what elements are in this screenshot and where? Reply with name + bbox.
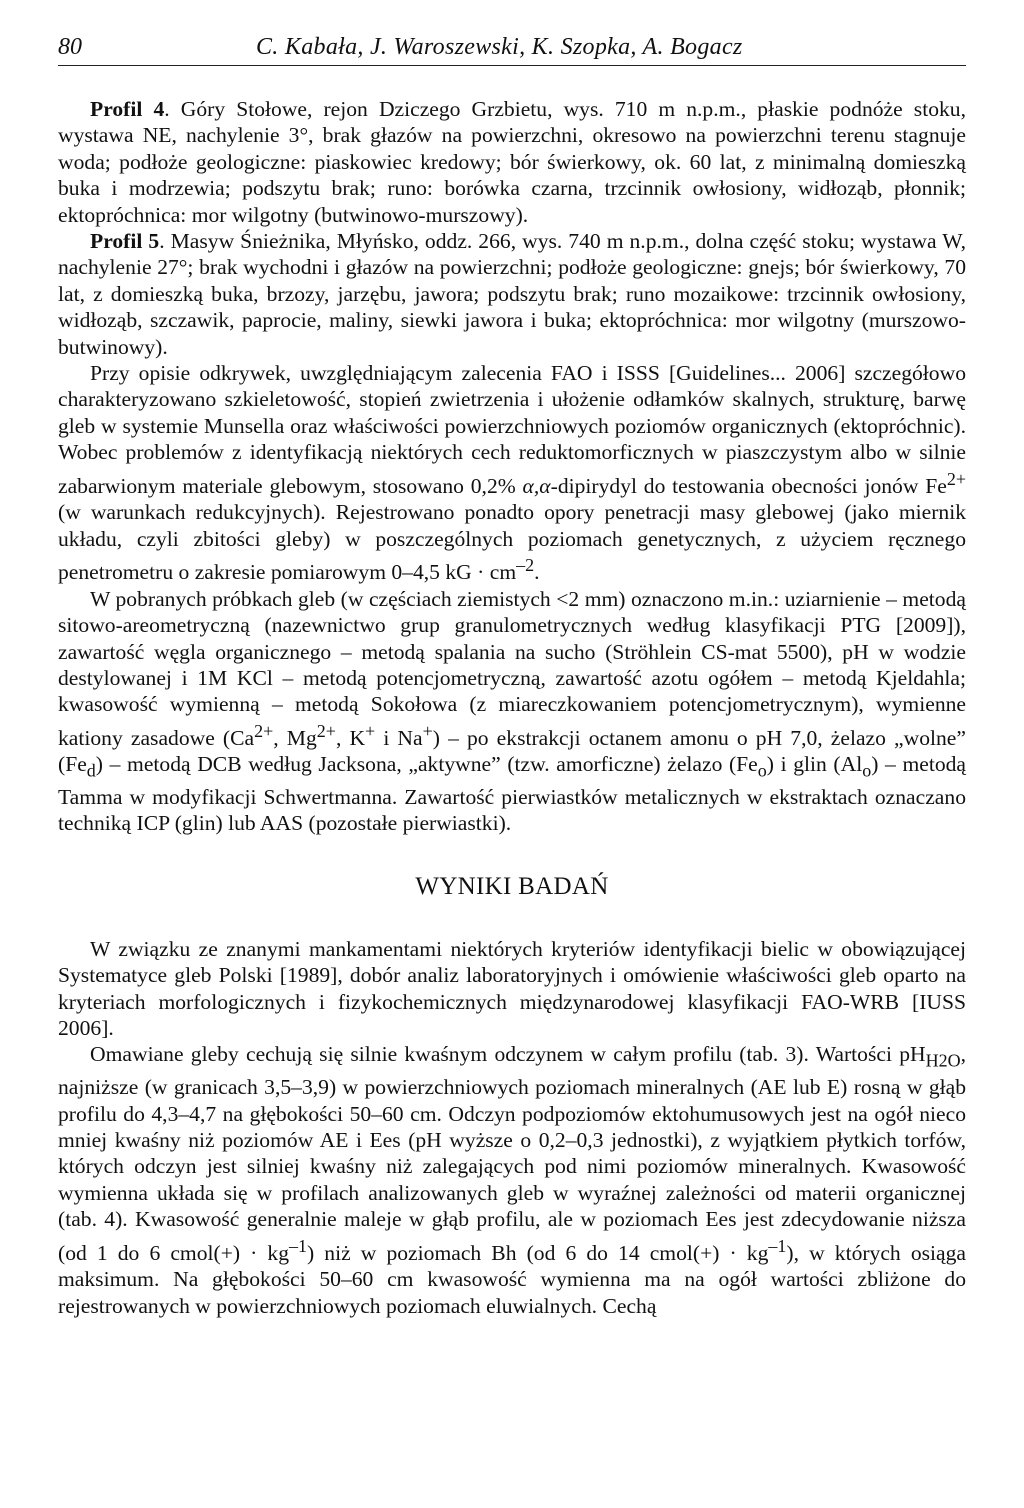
profile-4-paragraph xyxy=(58,96,966,228)
text-span: ) – po ekstrakcji octanem amonu o pH 7,0, żelazo „wolne” (Fe xyxy=(58,725,966,777)
profile-5-paragraph xyxy=(58,228,966,360)
profile-4-text: . Góry Stołowe, rejon Dziczego Grzbietu, wys. 710 m n.p.m., płaskie podnóże stoku, wystawa NE, nachylenie 3°, brak głazów na powierzchni, okresowo na powierzchni terenu stagnuje woda; podłoże geologiczne: piaskowiec kredowy; bór świerkowy, ok. 60 lat, z minimalną domieszką buka i modrzewia; podszytu brak; runo: borówka czarna, trzcinnik owłosiony, widłoząb, płonnik; ektopróchnica: mor wilgotny (butwinowo-murszowy). xyxy=(58,97,966,227)
subscript: H2O xyxy=(925,1050,961,1071)
text-span: , K xyxy=(335,725,366,750)
text-span: ) niż w poziomach Bh (od 6 do 14 cmol(+) · kg xyxy=(307,1240,769,1265)
methods-field-paragraph xyxy=(58,360,966,586)
text-span: . xyxy=(534,560,540,585)
results-paragraph-2 xyxy=(58,1041,966,1319)
profile-4-label: Profil 4 xyxy=(90,97,165,121)
section-heading: WYNIKI BADAŃ xyxy=(415,872,609,900)
page-number: 80 xyxy=(58,34,82,60)
subscript: o xyxy=(757,760,767,781)
text-span: Omawiane gleby cechują się silnie kwaśnym odczynem w całym profilu (tab. 3). Wartości pH xyxy=(90,1042,926,1067)
running-head-authors: C. Kabała, J. Waroszewski, K. Szopka, A. Bogacz xyxy=(256,34,743,60)
superscript: –2 xyxy=(516,555,535,576)
page-body xyxy=(58,96,966,1319)
subscript: d xyxy=(86,760,96,781)
superscript: + xyxy=(422,720,433,741)
profile-5-label: Profil 5 xyxy=(90,229,160,254)
header-rule xyxy=(58,65,966,66)
text-span: (w warunkach redukcyjnych). Rejestrowano ponadto opory penetracji masy glebowej (jako miernik układu, czyli zbitości gleby) w poszczególnych poziomach genetycznych, z użyciem ręcznego penetrometru o zakresie pomiarowym 0–4,5 kG · cm xyxy=(58,500,966,585)
profile-5-text: . Masyw Śnieżnika, Młyńsko, oddz. 266, wys. 740 m n.p.m., dolna część stoku; wystawa W, nachylenie 27°; brak wychodni i głazów na powierzchni; podłoże geologiczne: gnejs; bór świerkowy, 70 lat, z domieszką buka, brzozy, jarzębu, jawora; podszytu brak; runo mozaikowe: trzcinnik owłosiony, widłoząb, szczawik, paprocie, maliny, siewki jawora i buka; ektopróchnica: mor wilgotny (murszowo-butwinowy). xyxy=(58,229,966,359)
methods-lab-paragraph xyxy=(58,586,966,837)
text-span: ) i glin (Al xyxy=(766,752,863,777)
superscript: –1 xyxy=(768,1235,787,1256)
text-span: -dipirydyl do testowania obecności jonów Fe xyxy=(550,473,947,498)
superscript: + xyxy=(365,720,376,741)
alpha-symbol: α,α xyxy=(522,473,551,498)
superscript: 2+ xyxy=(946,468,966,489)
subscript: o xyxy=(862,760,872,781)
text-span: , Mg xyxy=(273,725,317,750)
running-header xyxy=(58,34,966,68)
superscript: 2+ xyxy=(254,720,274,741)
text-span: i Na xyxy=(375,725,423,750)
text-span: ), w których osiąga maksimum. Na głębokości 50–60 cm kwasowość wymienna ma na ogół wartości zbliżone do rejestrowanych w powierzchniowych poziomach eluwialnych. Cechą xyxy=(58,1240,966,1318)
text-span: , najniższe (w granicach 3,5–3,9) w powierzchniowych poziomach mineralnych (AE lub E) rosną w głąb profilu do 4,3–4,7 na głębokości 50–60 cm. Odczyn podpoziomów ektohumusowych jest na ogół nieco mniej kwaśny niż poziomów AE i Ees (pH wyższe o 0,2–0,3 jednostki), z wyjątkiem płytkich torfów, których odczyn jest silniej kwaśny niż zalegających pod nimi poziomów mineralnych. Kwasowość wymienna układa się w profilach analizowanych gleb w wyraźnej zależności od materii organicznej (tab. 4). Kwasowość generalnie maleje w głąb profilu, ale w poziomach Ees jest zdecydowanie niższa (od 1 do 6 cmol(+) · kg xyxy=(58,1042,966,1265)
text-span: Przy opisie odkrywek, uwzględniającym zalecenia FAO i ISSS [Guidelines... 2006] szczegółowo charakteryzowano szkieletowość, stopień zwietrzenia i ułożenie odłamków skalnych, strukturę, barwę gleb w systemie Munsella oraz właściwości powierzchniowych poziomów organicznych (ektopróchnic). Wobec problemów z identyfikacją niektórych cech reduktomorficznych w piaszczystym albo w silnie zabarwionym materiale glebowym, stosowano 0,2% xyxy=(58,361,966,498)
superscript: 2+ xyxy=(316,720,336,741)
text-span: W pobranych próbkach gleb (w częściach ziemistych <2 mm) oznaczono m.in.: uziarnienie – metodą sitowo-areometryczną (nazewnictwo grup granulometrycznych według klasyfikacji PTG [2009]), zawartość węgla organicznego – metodą spalania na sucho (Ströhlein CS-mat 5500), pH w wodzie destylowanej i 1M KCl – metodą potencjometryczną, zawartość azotu ogółem – metodą Kjeldahla; kwasowość wymienną – metodą Sokołowa (z miareczkowaniem potencjometrycznym), wymienne kationy zasadowe (Ca xyxy=(58,586,966,750)
superscript: –1 xyxy=(289,1235,308,1256)
text-span: ) – metodą Tamma w modyfikacji Schwertmanna. Zawartość pierwiastków metalicznych w ekstraktach oznaczano techniką ICP (glin) lub AAS (pozostałe pierwiastki). xyxy=(58,752,967,836)
text-span: ) – metodą DCB według Jacksona, „aktywne” (tzw. amorficzne) żelazo (Fe xyxy=(95,752,758,777)
results-paragraph-1: W związku ze znanymi mankamentami niektórych kryteriów identyfikacji bielic w obowiązującej Systematyce gleb Polski [1989], dobór analiz laboratoryjnych i omówienie właściwości gleb oparto na kryteriach morfologicznych i fizykochemicznych międzynarodowej klasyfikacji FAO-WRB [IUSS 2006]. xyxy=(58,936,966,1041)
